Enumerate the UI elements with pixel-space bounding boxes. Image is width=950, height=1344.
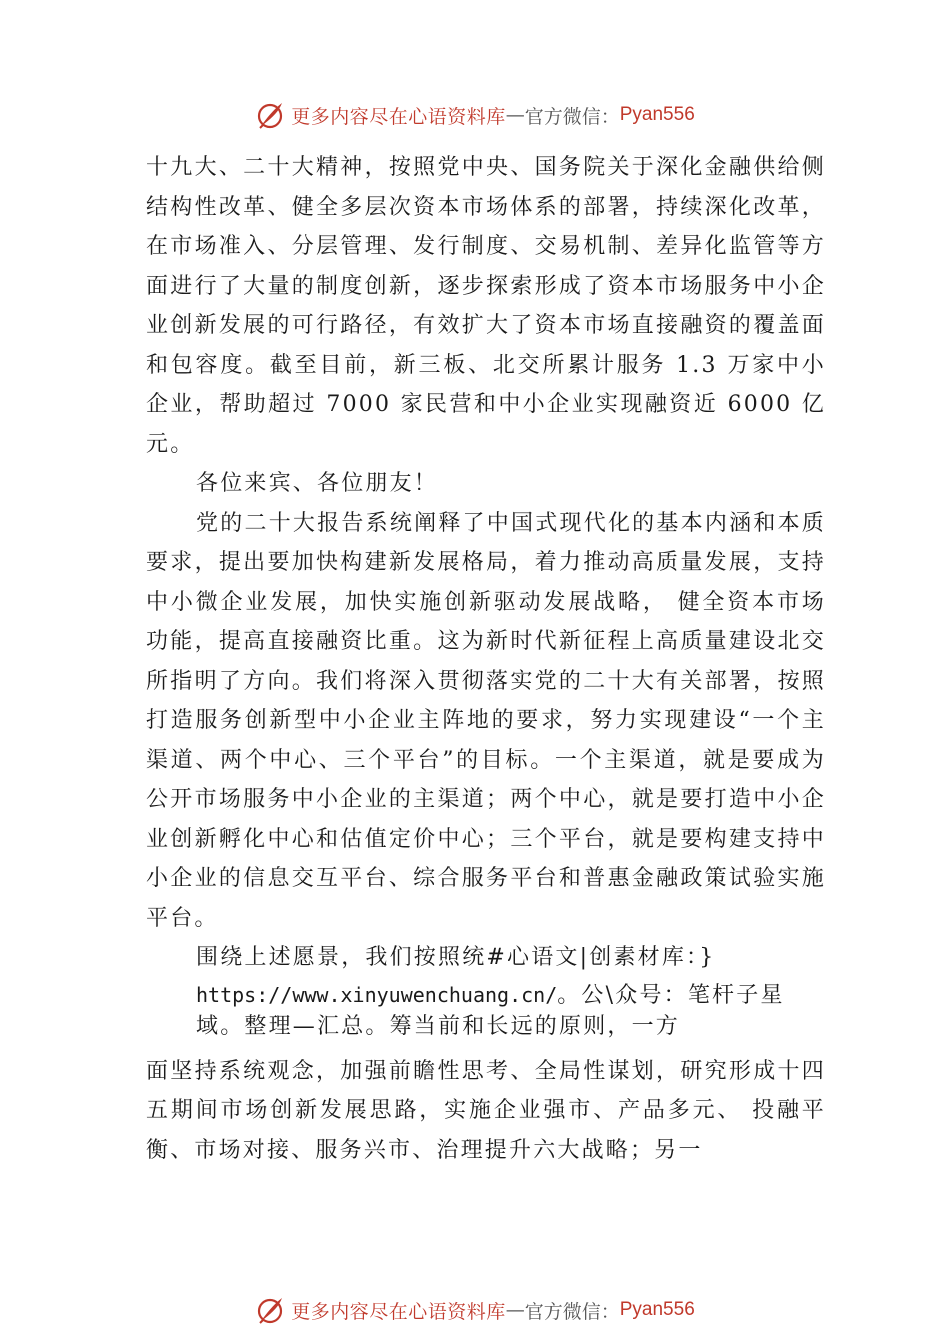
paragraph-4-inserted — [146, 980, 826, 1042]
footer-banner — [0, 1290, 950, 1330]
header-banner-label: 官方微信： — [524, 105, 620, 128]
header-banner-title: 更多内容尽在心语资料库 — [291, 105, 506, 128]
quill-circle-logo-icon — [255, 100, 285, 130]
header-banner-dash: — — [505, 104, 525, 126]
footer-banner-wechat: Pyan556 — [619, 1299, 695, 1320]
footer-banner-title: 更多内容尽在心语资料库 — [291, 1300, 506, 1323]
footer-banner-label: 官方微信： — [524, 1300, 620, 1323]
header-banner — [0, 95, 950, 135]
quill-circle-logo-icon — [255, 1295, 285, 1325]
footer-banner-dash: — — [505, 1299, 525, 1321]
paragraph-4-tail: 。公\众号：笔杆子星域。整理—汇总。筹当前和长远的原则，一方 — [196, 982, 785, 1039]
source-url: https://www.xinyuwenchuang.cn/ — [196, 982, 558, 1007]
header-banner-wechat: Pyan556 — [619, 104, 695, 125]
paragraph-2: 各位来宾、各位朋友！ — [196, 471, 439, 496]
document-body — [146, 148, 826, 1170]
paragraph-4-lead: 围绕上述愿景，我们按照统#心语文|创素材库：} — [196, 945, 716, 970]
paragraph-5: 面坚持系统观念，加强前瞻性思考、全局性谋划，研究形成十四五期间市场创新发展思路，实施企业强市、产品多元、 投融平衡、市场对接、服务兴市、治理提升六大战略；另一 — [146, 1058, 826, 1163]
paragraph-3: 党的二十大报告系统阐释了中国式现代化的基本内涵和本质要求，提出要加快构建新发展格局，着力推动高质量发展，支持中小微企业发展，加快实施创新驱动发展战略， 健全资本市场功能，提高直接融资比重。这为新时代新征程上高质量建设北交所指明了方向。我们将深入贯彻落实党的二十大有关部署，按照打造服务创新型中小企业主阵地的要求，努力实现建设“一个主渠道、两个中心、三个平台”的目标。一个主渠道，就是要成为公开市场服务中小企业的主渠道；两个中心，就是要打造中小企业创新孵化中心和估值定价中心；三个平台，就是要构建支持中小企业的信息交互平台、综合服务平台和普惠金融政策试验实施平台。 — [146, 510, 826, 931]
paragraph-1: 十九大、二十大精神，按照党中央、国务院关于深化金融供给侧结构性改革、健全多层次资本市场体系的部署，持续深化改革，在市场准入、分层管理、发行制度、交易机制、差异化监管等方面进行了大量的制度创新，逐步探索形成了资本市场服务中小企业创新发展的可行路径，有效扩大了资本市场直接融资的覆盖面和包容度。截至目前，新三板、北交所累计服务 1.3 万家中小企业，帮助超过 7000 家民营和中小企业实现融资近 6000 亿元。 — [146, 155, 826, 457]
